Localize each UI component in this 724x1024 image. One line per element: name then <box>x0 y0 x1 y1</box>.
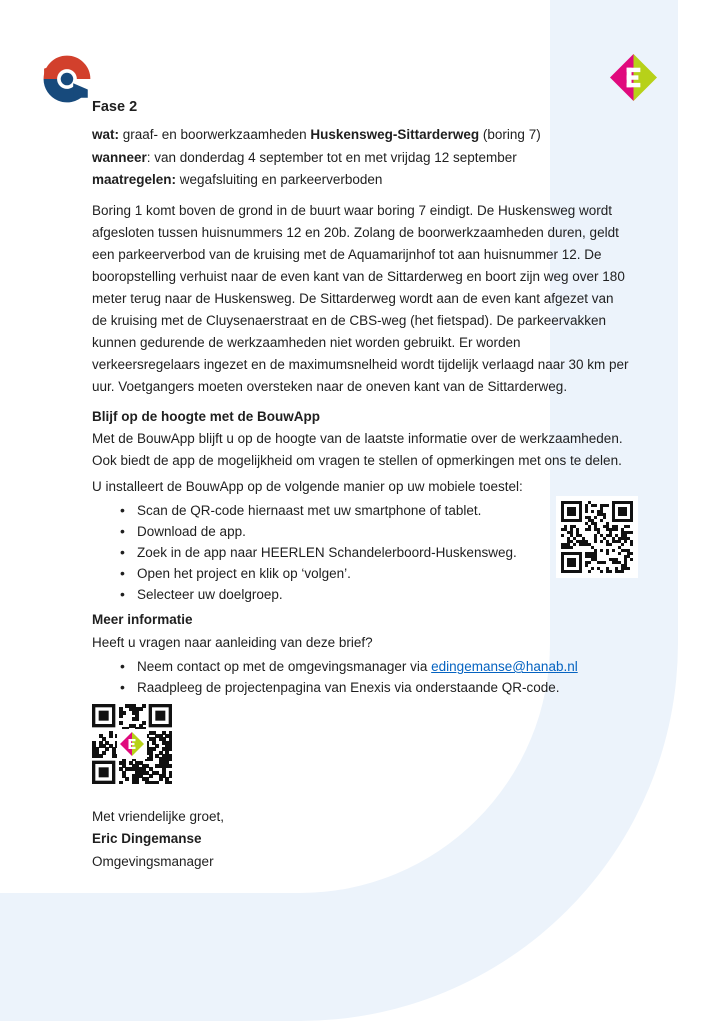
contact-text: Neem contact op met de omgevingsmanager via <box>137 659 432 675</box>
enexis-qr-code <box>92 704 172 784</box>
bouwapp-steps-list <box>92 500 632 605</box>
enexis-logo-letter-e <box>627 68 641 88</box>
hanab-logo-dot <box>61 73 73 85</box>
list-item: • Raadpleeg de projectenpagina van Enexis via onderstaande QR-code. <box>92 677 632 698</box>
page-title: Fase 2 <box>92 99 138 115</box>
hanab-logo-icon <box>42 52 94 104</box>
list-item: • Zoek in de app naar HEERLEN Schandelerboord-Huskensweg. <box>92 542 632 563</box>
sender-role: Omgevingsmanager <box>92 853 214 869</box>
letter-body <box>92 96 632 873</box>
meta-maatregelen-label: maatregelen: <box>92 172 177 188</box>
main-paragraph: Boring 1 komt boven de grond in de buurt waar boring 7 eindigt. De Huskensweg wordt afgesloten tussen huisnummers 12 en 20b. Zolang de boorwerkzaamheden duren, geldt een parkeerverbod van de kruising met de Aquamarijnhof tot aan huisnummer 12. De booropstelling verhuist naar de even kant van de Sittarderweg en boort zijn weg over 180 meter terug naar de Huskensweg. De Sittarderweg wordt aan de even kant afgezet van de kruising met de Cluysenaerstraat en de CBS-weg (het fietspad). De parkeervakken kunnen gedurende de werkzaamheden niet worden gebruikt. Er worden verkeersregelaars ingezet en de maximumsnelheid wordt tijdelijk verlaagd naar 30 km per uur. Voetgangers moeten oversteken naar de oneven kant van de Sittarderweg. <box>92 202 629 394</box>
bouwapp-heading: Blijf op de hoogte met de BouwApp <box>92 408 320 424</box>
email-link[interactable]: edingemanse@hanab.nl <box>431 659 578 675</box>
enexis-diamond-icon <box>120 732 144 756</box>
meta-wanneer-text: : van donderdag 4 september tot en met vrijdag 12 september <box>146 149 517 165</box>
enexis-logo-icon <box>610 54 657 101</box>
meta-wat-post: (boring 7) <box>479 127 541 143</box>
bouwapp-qr-code <box>556 496 638 578</box>
sender-name: Eric Dingemanse <box>92 831 202 847</box>
meta-wanneer-label: wanneer <box>92 149 147 165</box>
meta-wat-strong: Huskensweg-Sittarderweg <box>310 127 480 143</box>
list-item: • Open het project en klik op ‘volgen’. <box>92 563 632 584</box>
meta-maatregelen <box>92 169 632 191</box>
list-item: • Selecteer uw doelgroep. <box>92 584 632 605</box>
more-info-question: Heeft u vragen naar aanleiding van deze brief? <box>92 634 373 650</box>
qr-code-pattern <box>561 501 633 573</box>
more-info-list <box>92 656 632 698</box>
closing-salutation: Met vriendelijke groet, <box>92 809 225 825</box>
bouwapp-install-intro: U installeert de BouwApp op de volgende manier op uw mobiele toestel: <box>92 478 523 494</box>
list-item: • Scan de QR-code hiernaast met uw smartphone of tablet. <box>92 500 632 521</box>
meta-wat <box>92 124 632 146</box>
bouwapp-install-block <box>92 476 632 605</box>
closing-block <box>92 806 632 873</box>
meta-maatregelen-text: wegafsluiting en parkeerverboden <box>176 172 383 188</box>
meta-wanneer <box>92 147 632 169</box>
list-item: • Download de app. <box>92 521 632 542</box>
meta-wat-text: graaf- en boorwerkzaamheden <box>119 127 311 143</box>
hanab-logo-blue-foot <box>73 83 88 98</box>
more-info-heading: Meer informatie <box>92 612 193 628</box>
bouwapp-intro: Met de BouwApp blijft u op de hoogte van de laatste informatie over de werkzaamheden. Ook biedt de app de mogelijkheid om vragen te stellen of opmerkingen met ons te delen. <box>92 431 623 469</box>
list-item <box>92 656 632 677</box>
enexis-qr-center-logo <box>117 729 147 759</box>
meta-wat-label: wat: <box>92 127 119 143</box>
